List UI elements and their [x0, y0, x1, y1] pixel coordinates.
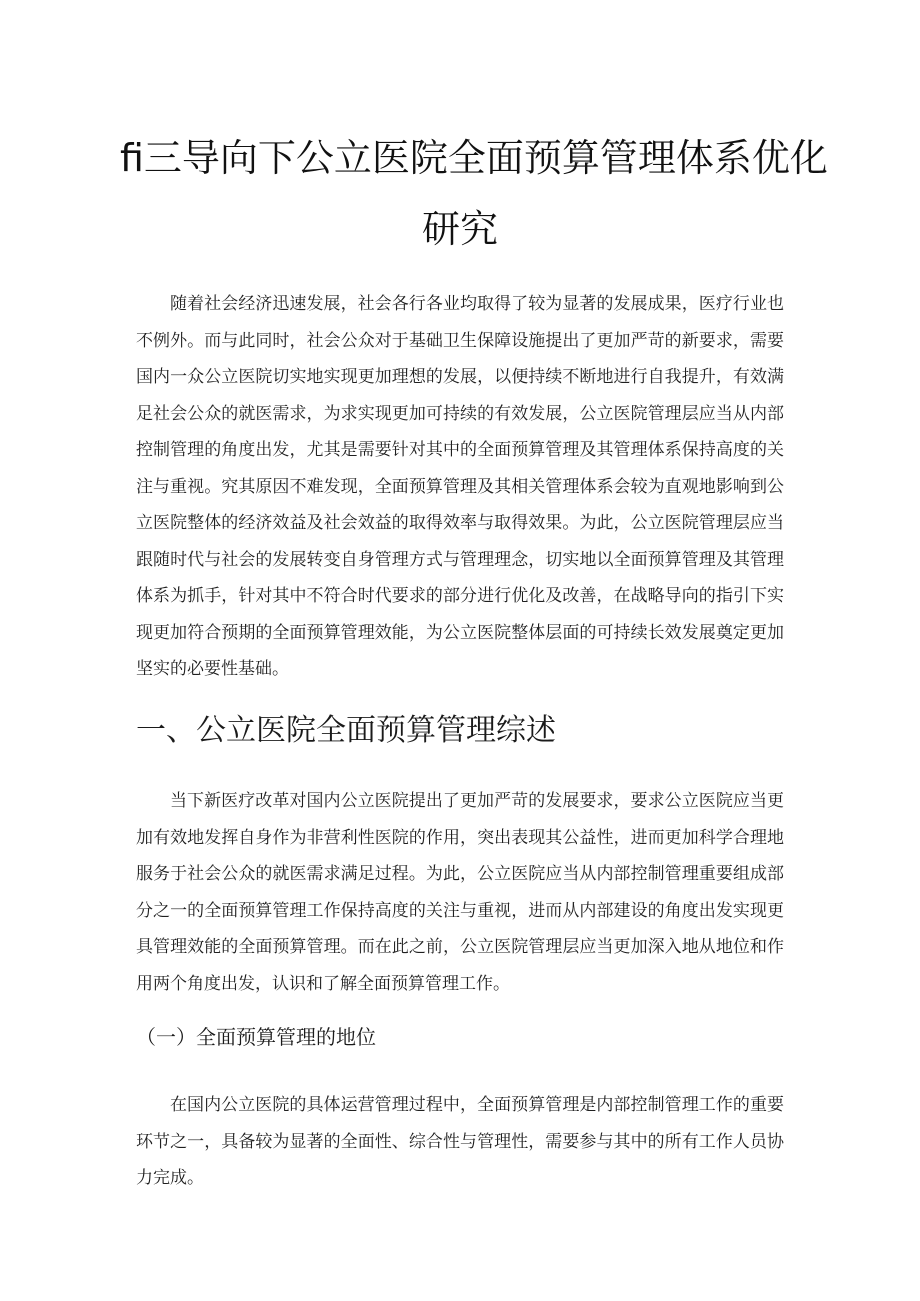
intro-paragraph: 随着社会经济迅速发展，社会各行各业均取得了较为显著的发展成果，医疗行业也不例外。而与此同时，社会公众对于基础卫生保障设施提出了更加严苛的新要求，需要国内一众公立医院切实地实现更加理想的发展，以便持续不断地进行自我提升，有效满足社会公众的就医需求，为求实现更加可持续的有效发展，公立医院管理层应当从内部控制管理的角度出发，尤其是需要针对其中的全面预算管理及其管理体系保持高度的关注与重视。究其原因不难发现，全面预算管理及其相关管理体系会较为直观地影响到公立医院整体的经济效益及社会效益的取得效率与取得效果。为此，公立医院管理层应当跟随时代与社会的发展转变自身管理方式与管理理念，切实地以全面预算管理及其管理体系为抓手，针对其中不符合时代要求的部分进行优化及改善，在战略导向的指引下实现更加符合预期的全面预算管理效能，为公立医院整体层面的可持续长效发展奠定更加坚实的必要性基础。 — [136, 294, 784, 679]
subsection-paragraph: 在国内公立医院的具体运营管理过程中，全面预算管理是内部控制管理工作的重要环节之一，具备较为显著的全面性、综合性与管理性，需要参与其中的所有工作人员协力完成。 — [136, 1095, 784, 1188]
subsection-heading: （一）全面预算管理的地位 — [136, 1025, 376, 1049]
document-title-line-2: 研究 — [421, 207, 498, 251]
section-heading: 一、公立医院全面预算管理综述 — [136, 713, 556, 748]
section-paragraph: 当下新医疗改革对国内公立医院提出了更加严苛的发展要求，要求公立医院应当更加有效地发挥自身作为非营利性医院的作用，突出表现其公益性，进而更加科学合理地服务于社会公众的就医需求满足过程。为此，公立医院应当从内部控制管理重要组成部分之一的全面预算管理工作保持高度的关注与重视，进而从内部建设的角度出发实现更具管理效能的全面预算管理。而在此之前，公立医院管理层应当更加深入地从地位和作用两个角度出发，认识和了解全面预算管理工作。 — [136, 791, 784, 994]
document-title-line-1: fi三导向下公立医院全面预算管理体系优化 — [120, 136, 828, 180]
